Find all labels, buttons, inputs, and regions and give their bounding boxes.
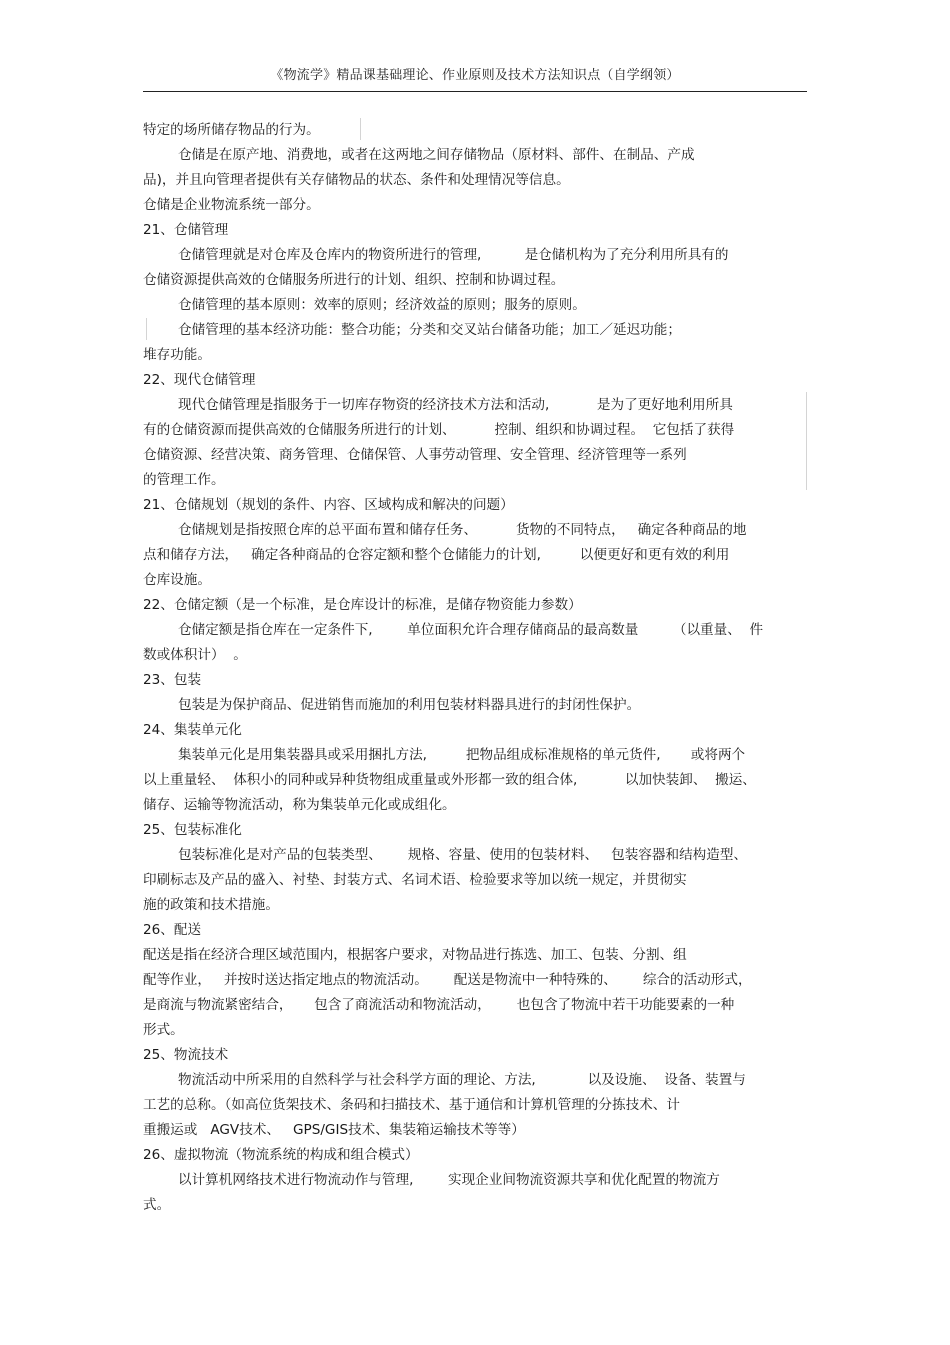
section-heading: 26、虚拟物流（物流系统的构成和组合模式） — [143, 1147, 419, 1163]
text-line: 仓储管理的基本经济功能：整合功能；分类和交叉站台储备功能；加工／延迟功能； — [178, 322, 681, 338]
section-heading: 22、现代仓储管理 — [143, 372, 256, 388]
text-line: 现代仓储管理是指服务于一切库存物资的经济技术方法和活动, 是为了更好地利用所具 — [178, 397, 733, 413]
section-heading: 25、包装标准化 — [143, 822, 242, 838]
text-line: 形式。 — [143, 1022, 184, 1038]
text-line: 配送是指在经济合理区域范围内，根据客户要求，对物品进行拣选、加工、包装、分割、组 — [143, 947, 687, 963]
text-line: 数或体积计） 。 — [143, 647, 247, 663]
text-line: 仓储是企业物流系统一部分。 — [143, 197, 320, 213]
text-line: 包装标准化是对产品的包装类型、 规格、容量、使用的包装材料、 包装容器和结构造型、 — [178, 847, 748, 863]
document-body — [143, 118, 811, 1218]
text-line: 包装是为保护商品、促进销售而施加的利用包装材料器具进行的封闭性保护。 — [178, 697, 641, 713]
text-line: 的管理工作。 — [143, 472, 225, 488]
text-line: 仓储管理就是对仓库及仓库内的物资所进行的管理, 是仓储机构为了充分利用所具有的 — [178, 247, 729, 263]
text-line: 物流活动中所采用的自然科学与社会科学方面的理论、方法, 以及设施、 设备、装置与 — [178, 1072, 746, 1088]
text-line: 仓库设施。 — [143, 572, 211, 588]
text-line: 品)，并且向管理者提供有关存储物品的状态、条件和处理情况等信息。 — [143, 172, 570, 188]
text-line: 堆存功能。 — [143, 347, 211, 363]
text-line: 仓储规划是指按照仓库的总平面布置和储存任务、 货物的不同特点， 确定各种商品的地 — [178, 522, 747, 538]
text-line: 配等作业， 并按时送达指定地点的物流活动。 配送是物流中一种特殊的、 综合的活动形式， — [143, 972, 752, 988]
text-line: 特定的场所储存物品的行为。 — [143, 122, 320, 138]
header-divider — [143, 91, 807, 92]
text-line: 有的仓储资源而提供高效的仓储服务所进行的计划、 控制、组织和协调过程。 它包括了获得 — [143, 422, 735, 438]
text-line: 以计算机网络技术进行物流动作与管理, 实现企业间物流资源共享和优化配置的物流方 — [178, 1172, 720, 1188]
page-header-title: 《物流学》精品课基础理论、作业原则及技术方法知识点（自学纲领） — [270, 68, 680, 83]
text-line: 仓储资源提供高效的仓储服务所进行的计划、组织、控制和协调过程。 — [143, 272, 565, 288]
section-heading: 21、仓储规划（规划的条件、内容、区域构成和解决的问题） — [143, 497, 514, 513]
text-line: 印刷标志及产品的盛入、衬垫、封装方式、名词术语、检验要求等加以统一规定，并贯彻实 — [143, 872, 687, 888]
text-line: 重搬运或 AGV技术、 GPS/GIS技术、集装箱运输技术等等） — [143, 1122, 525, 1138]
text-line: 仓储资源、经营决策、商务管理、仓储保管、人事劳动管理、安全管理、经济管理等一系列 — [143, 447, 687, 463]
section-heading: 25、物流技术 — [143, 1047, 229, 1063]
text-line: 以上重量轻、 体积小的同种或异种货物组成重量或外形都一致的组合体, 以加快装卸、 搬运、 — [143, 772, 756, 788]
text-line: 工艺的总称。（如高位货架技术、条码和扫描技术、基于通信和计算机管理的分拣技术、计 — [143, 1097, 680, 1113]
section-heading: 23、包装 — [143, 672, 202, 688]
text-line: 是商流与物流紧密结合， 包含了商流活动和物流活动， 也包含了物流中若干功能要素的一种 — [143, 997, 735, 1013]
text-line: 施的政策和技术措施。 — [143, 897, 279, 913]
text-line: 点和储存方法， 确定各种商品的仓容定额和整个仓储能力的计划, 以便更好和更有效的利用 — [143, 547, 730, 563]
section-heading: 22、仓储定额（是一个标准，是仓库设计的标准，是储存物资能力参数） — [143, 597, 582, 613]
text-line: 储存、运输等物流活动，称为集装单元化或成组化。 — [143, 797, 456, 813]
section-heading: 21、仓储管理 — [143, 222, 229, 238]
text-line: 仓储定额是指仓库在一定条件下, 单位面积允许合理存储商品的最高数量 （以重量、 件 — [178, 622, 764, 638]
text-line: 集装单元化是用集装器具或采用捆扎方法, 把物品组成标准规格的单元货件, 或将两个 — [178, 747, 746, 763]
text-line: 式。 — [143, 1197, 171, 1213]
text-line: 仓储管理的基本原则：效率的原则；经济效益的原则；服务的原则。 — [178, 297, 586, 313]
section-heading: 26、配送 — [143, 922, 202, 938]
text-line: 仓储是在原产地、消费地，或者在这两地之间存储物品（原材料、部件、在制品、产成 — [178, 147, 695, 163]
section-heading: 24、集装单元化 — [143, 722, 242, 738]
